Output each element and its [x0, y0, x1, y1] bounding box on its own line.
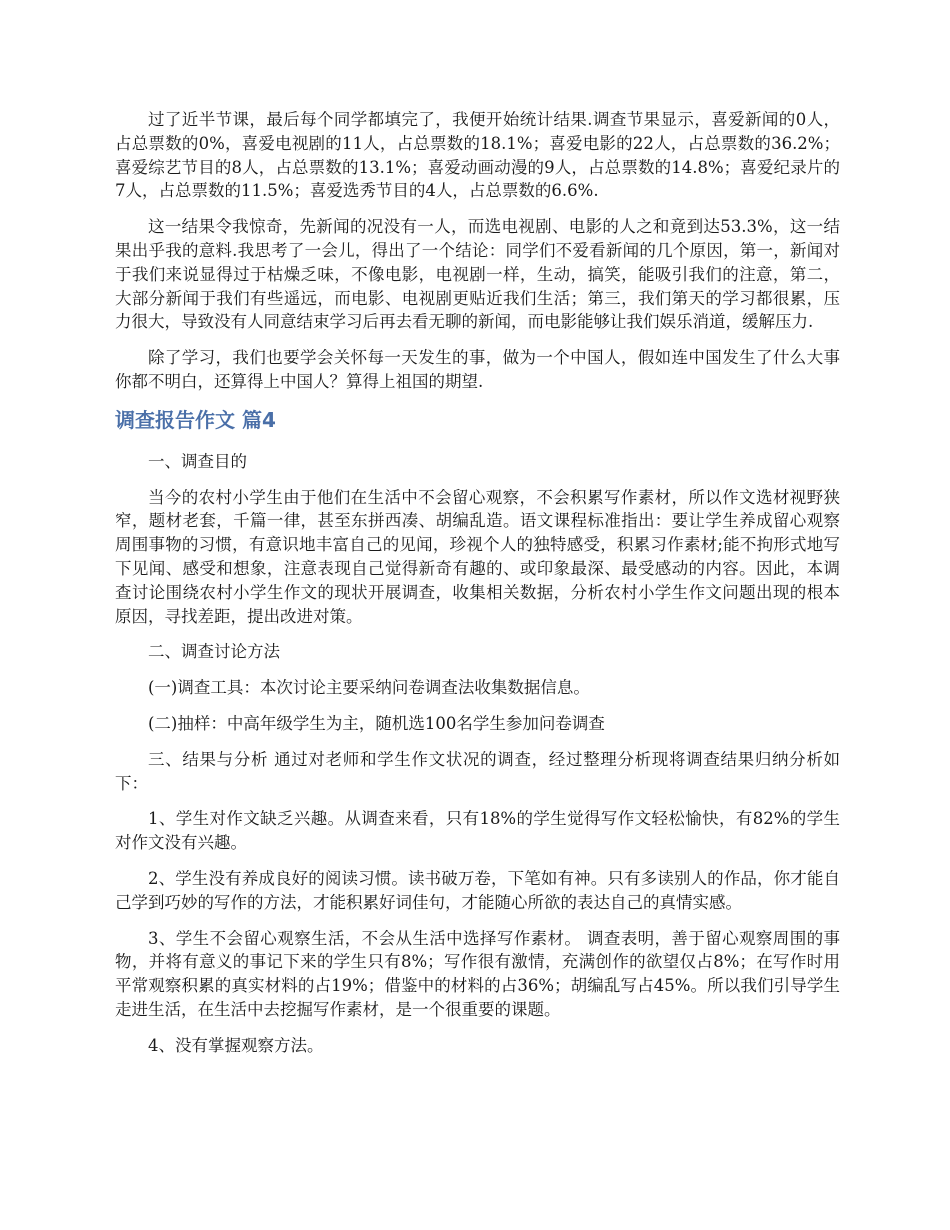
- paragraph-purpose-body: 当今的农村小学生由于他们在生活中不会留心观察，不会积累写作素材，所以作文选材视野狭窄，题材老套，千篇一律，甚至东拼西凑、胡编乱造。语文课程标准指出：要让学生养成留心观察周围事物的习惯，有意识地丰富自己的见闻，珍视个人的独特感受，积累习作素材;能不拘形式地写下见闻、感受和想象，注意表现自己觉得新奇有趣的、或印象最深、最受感动的内容。因此，本调查讨论围绕农村小学生作文的现状开展调查，收集相关数据，分析农村小学生作文问题出现的根本原因，寻找差距，提出改进对策。: [115, 487, 840, 626]
- paragraph-method-tool: (一)调查工具：本次讨论主要采纳问卷调查法收集数据信息。: [148, 678, 590, 698]
- paragraph-finding-3: 3、学生不会留心观察生活，不会从生活中选择写作素材。 调查表明，善于留心观察周围的事物，并将有意义的事记下来的学生只有8%；写作很有激情，充满创作的欲望仅占8%；在写作时用平常观察积累的真实材料的占19%；借鉴中的材料的占36%；胡编乱写占45%。所以我们引导学生走进生活，在生活中去挖掘写作素材，是一个很重要的课题。: [115, 928, 840, 1019]
- document-page: [115, 108, 840, 1070]
- paragraph-finding-1: 1、学生对作文缺乏兴趣。从调查来看，只有18%的学生觉得写作文轻松愉快，有82%的学生对作文没有兴趣。: [115, 809, 840, 853]
- paragraph-finding-2: 2、学生没有养成良好的阅读习惯。读书破万卷，下笔如有神。只有多读别人的作品，你才能自己学到巧妙的写作的方法，才能积累好词佳句，才能随心所欲的表达自己的真情实感。: [115, 868, 840, 912]
- section-heading: 调查报告作文 篇4: [115, 407, 276, 432]
- paragraph-closing: 除了学习，我们也要学会关怀每一天发生的事，做为一个中国人，假如连中国发生了什么大事你都不明白，还算得上中国人？算得上祖国的期望.: [115, 348, 840, 391]
- paragraph-finding-4: 4、没有掌握观察方法。: [148, 1035, 324, 1055]
- paragraph-conclusion: 这一结果令我惊奇，先新闻的况没有一人，而选电视剧、电影的人之和竟到达53.3%，这一结果出乎我的意料.我思考了一会儿，得出了一个结论：同学们不爱看新闻的几个原因，第一，新闻对于我们来说显得过于枯燥乏味，不像电影，电视剧一样，生动，搞笑，能吸引我们的注意，第二，大部分新闻于我们有些遥远，而电影、电视剧更贴近我们生活；第三，我们第天的学习都很累，压力很大，导致没有人同意结束学习后再去看无聊的新闻，而电影能够让我们娱乐消道，缓解压力.: [115, 217, 840, 332]
- paragraph-results-heading: 三、结果与分析 通过对老师和学生作文状况的调查，经过整理分析现将调查结果归纳分析如下：: [115, 749, 840, 793]
- paragraph-purpose-heading: 一、调查目的: [148, 451, 247, 471]
- paragraph-method-heading: 二、调查讨论方法: [148, 642, 280, 662]
- paragraph-method-sample: (二)抽样：中高年级学生为主，随机选100名学生参加问卷调查: [148, 713, 605, 733]
- paragraph-survey-results: 过了近半节课，最后每个同学都填完了，我便开始统计结果.调查节果显示，喜爱新闻的0人，占总票数的0%，喜爱电视剧的11人，占总票数的18.1%；喜爱电影的22人，占总票数的36.2%；喜爱综艺节目的8人，占总票数的13.1%；喜爱动画动漫的9人，占总票数的14.8%；喜爱纪录片的7人，占总票数的11.5%；喜爱选秀节目的4人，占总票数的6.6%.: [115, 110, 840, 201]
